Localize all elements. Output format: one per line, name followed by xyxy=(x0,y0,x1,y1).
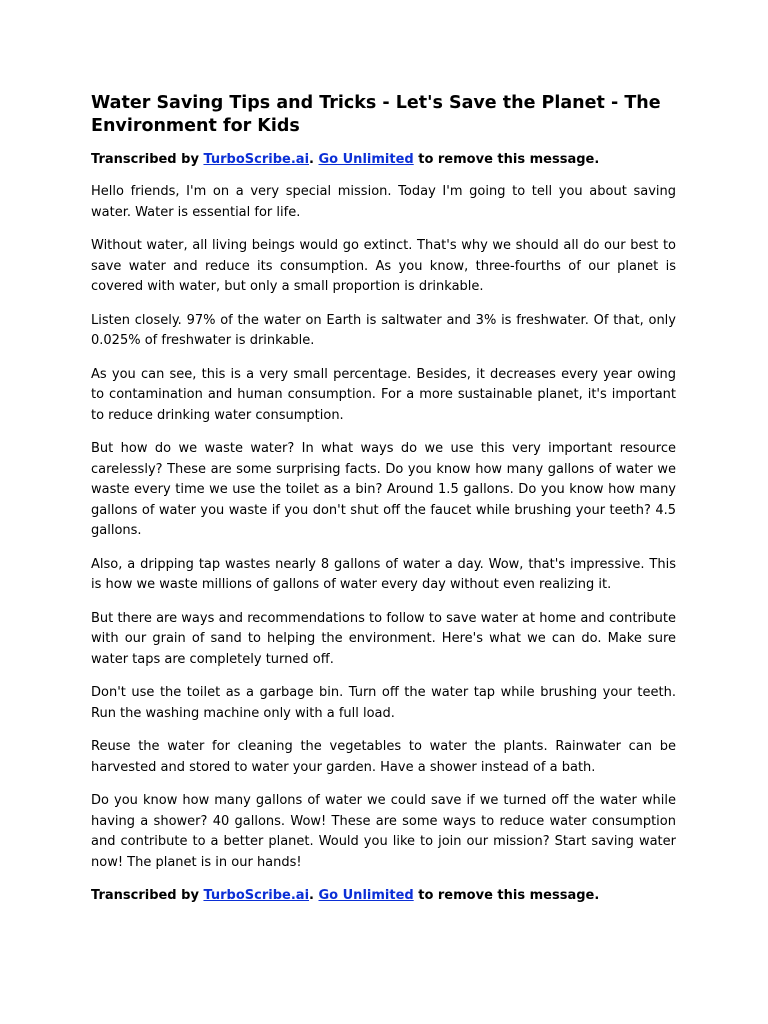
paragraph: Without water, all living beings would go extinct. That's why we should all do our best to save water and reduce its consumption. As you know, three-fourths of our planet is covered with water, but only a small proportion is drinkable. xyxy=(91,238,676,294)
paragraph: Hello friends, I'm on a very special mission. Today I'm going to tell you about saving water. Water is essential for life. xyxy=(91,184,676,220)
document-title: Water Saving Tips and Tricks - Let's Save the Planet - The Environment for Kids xyxy=(91,93,661,136)
paragraph: Also, a dripping tap wastes nearly 8 gallons of water a day. Wow, that's impressive. This is how we waste millions of gallons of water every day without even realizing it. xyxy=(91,556,676,592)
paragraph: Reuse the water for cleaning the vegetables to water the plants. Rainwater can be harvested and stored to water your garden. Have a shower instead of a bath. xyxy=(91,739,676,775)
banner-prefix: Transcribed by xyxy=(91,152,204,167)
banner-separator: . xyxy=(309,888,319,903)
document-page xyxy=(91,92,676,918)
banner-prefix: Transcribed by xyxy=(91,888,204,903)
banner-suffix: to remove this message. xyxy=(413,888,600,903)
paragraph: Listen closely. 97% of the water on Earth is saltwater and 3% is freshwater. Of that, only 0.025% of freshwater is drinkable. xyxy=(91,312,676,348)
turboscribe-link[interactable]: TurboScribe.ai xyxy=(203,888,310,903)
transcription-banner-top xyxy=(91,150,676,170)
paragraph: As you can see, this is a very small percentage. Besides, it decreases every year owing to contamination and human consumption. For a more sustainable planet, it's important to reduce drinking water consumption. xyxy=(91,366,676,423)
banner-separator: . xyxy=(309,152,319,167)
turboscribe-link[interactable]: TurboScribe.ai xyxy=(203,152,310,167)
go-unlimited-link[interactable]: Go Unlimited xyxy=(318,888,414,903)
paragraph: But there are ways and recommendations to follow to save water at home and contribute with our grain of sand to helping the environment. Here's what we can do. Make sure water taps are completely turned off. xyxy=(91,610,676,667)
go-unlimited-link[interactable]: Go Unlimited xyxy=(318,152,414,167)
transcription-banner-bottom xyxy=(91,886,676,906)
paragraph: But how do we waste water? In what ways do we use this very important resource carelessly? These are some surprising facts. Do you know how many gallons of water we waste every time we use the toilet as a bin? Around 1.5 gallons. Do you know how many gallons of water you waste if you don't shut off the faucet while brushing your teeth? 4.5 gallons. xyxy=(91,441,676,538)
paragraph: Don't use the toilet as a garbage bin. Turn off the water tap while brushing your teeth. Run the washing machine only with a full load. xyxy=(91,685,676,721)
banner-suffix: to remove this message. xyxy=(413,152,600,167)
paragraph: Do you know how many gallons of water we could save if we turned off the water while having a shower? 40 gallons. Wow! These are some ways to reduce water consumption and contribute to a better planet. Would you like to join our mission? Start saving water now! The planet is in our hands! xyxy=(91,793,676,870)
